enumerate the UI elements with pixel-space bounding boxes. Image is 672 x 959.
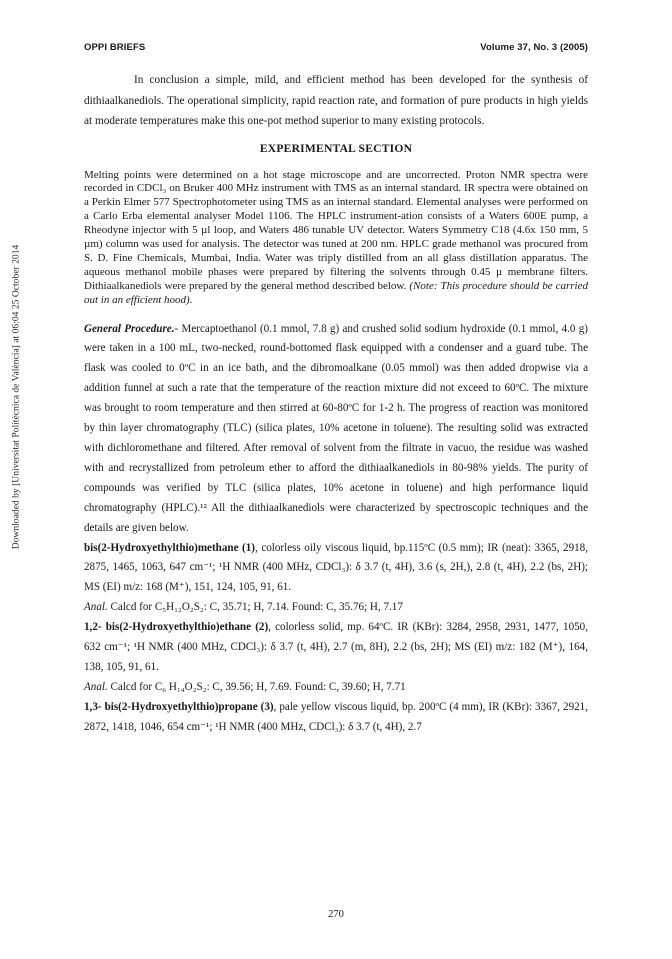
anal-values: Calcd for C₅H₁₂O₂S₂: C, 35.71; H, 7.14. Found: C, 35.76; H, 7.17 — [107, 601, 403, 614]
compound-entry — [84, 618, 588, 678]
anal-label: Anal. — [84, 601, 108, 614]
compound-data: , colorless oily viscous liquid, bp.115ºC (0.5 mm); IR (neat): 3365, 2918, 2875, 1465, 1063, 647 cm⁻¹; ¹H NMR (400 MHz, CDCl₃): δ 3.7 (t, 4H), 3.6 (s, 2H,), 2.8 (t, 4H), 2.2 (bs, 2H); MS (EI) m/z: 168 (M⁺), 151, 124, 105, 91, 61. — [84, 541, 588, 594]
compound-entry — [84, 698, 588, 738]
safety-note: (Note: This procedure should be carried out in an efficient hood). — [84, 279, 588, 306]
general-procedure-text: - Mercaptoethanol (0.1 mmol, 7.8 g) and crushed solid sodium hydroxide (0.1 mmol, 4.0 g) were taken in a 100 mL, two-necked, round-bottomed flask equipped with a condenser and a guard tube. The flask was cooled to 0ºC in an ice bath, and the dibromoalkane (0.05 mmol) was then added dropwise via a addition funnel at such a rate that the temperature of the reaction mixture did not exceed to 60ºC. The mixture was brought to room temperature and then stirred at 60-80ºC for 1-2 h. The progress of reaction was monitored by thin layer chromatography (TLC) (silica plates, 10% acetone in toluene). The resulting solid was extracted with dichloromethane and filtered. After removal of solvent from the filtrate in vacuo, the residue was washed with and recrystallized from petroleum ether to afford the dithiaalkanediols in 80-98% yields. The purity of compounds was verified by TLC (silica plates, 10% acetone in toluene) and high performance liquid chromatography (HPLC).¹² All the dithiaalkanediols were characterized by spectroscopic techniques and the details are given below. — [84, 322, 588, 534]
compound-data: , colorless solid, mp. 64ºC. IR (KBr): 3284, 2958, 2931, 1477, 1050, 632 cm⁻¹; ¹H NMR (400 MHz, CDCl₃): δ 3.7 (t, 4H), 2.7 (m, 8H), 2.2 (bs, 2H); MS (EI) m/z: 182 (M⁺), 164, 138, 105, 91, 61. — [84, 621, 588, 673]
running-header-right: Volume 37, No. 3 (2005) — [480, 42, 588, 53]
conclusion-paragraph: In conclusion a simple, mild, and efficient method has been developed for the synthesis of dithiaalkanediols. The operational simplicity, rapid reaction rate, and formation of pure products in high yields at moderate temperatures make this one-pot method superior to many existing protocols. — [84, 74, 588, 127]
download-watermark — [10, 184, 22, 609]
page-body — [84, 70, 588, 738]
compound-name: bis(2-Hydroxyethylthio)methane (1) — [84, 541, 255, 554]
general-procedure-paragraph — [84, 320, 588, 539]
anal-values: Calcd for C₆ H₁₄O₂S₂: C, 39.56; H, 7.69. Found: C, 39.60; H, 7.71 — [107, 680, 406, 693]
general-procedure-label: General Procedure. — [84, 322, 175, 335]
section-heading: EXPERIMENTAL SECTION — [259, 141, 413, 155]
experimental-text: Melting points were determined on a hot stage microscope and are uncorrected. Proton NMR spectra were recorded in CDCl₃ on Bruker 400 MHz instrument with TMS as an internal standard. IR spectra were obtained on a Perkin Elmer 577 Spectrophotometer using TMS as an internal standard. Elemental analyses were performed on a Carlo Erba elemental analyser Model 1106. The HPLC instrument-ation consists of a Waters 600E pump, a Rheodyne injector with 5 µl loop, and Waters 486 tunable UV detector. Waters Symmetry C18 (4.6x 150 mm, 5 µm) column was used for analysis. The detector was tuned at 200 nm. HPLC grade methanol was procured from S. D. Fine Chemicals, Mumbai, India. Water was triply distilled from an all glass distillation apparatus. The aqueous methanol mobile phases were prepared by filtering the solvents through 0.45 µ membrane filters. Dithiaalkanediols were prepared by the general method described below. — [84, 168, 588, 292]
elemental-analysis — [84, 678, 588, 698]
compound-entry — [84, 539, 588, 599]
experimental-paragraph — [84, 169, 588, 308]
compound-name: 1,2- bis(2-Hydroxyethylthio)ethane (2) — [84, 621, 269, 634]
compound-name: 1,3- bis(2-Hydroxyethylthio)propane (3) — [84, 700, 274, 713]
running-header-left: OPPI BRIEFS — [84, 42, 146, 53]
elemental-analysis — [84, 598, 588, 618]
anal-label: Anal. — [84, 680, 108, 693]
page-number: 270 — [328, 909, 344, 920]
compound-data: , pale yellow viscous liquid, bp. 200ºC (4 mm), IR (KBr): 3367, 2921, 2872, 1418, 1046, 654 cm⁻¹; ¹H NMR (400 MHz, CDCl₃): δ 3.7 (t, 4H), 2.7 — [84, 700, 588, 733]
download-watermark-text: Downloaded by [Universitat Politècnica de València] at 06:04 25 October 2014 — [10, 244, 22, 549]
